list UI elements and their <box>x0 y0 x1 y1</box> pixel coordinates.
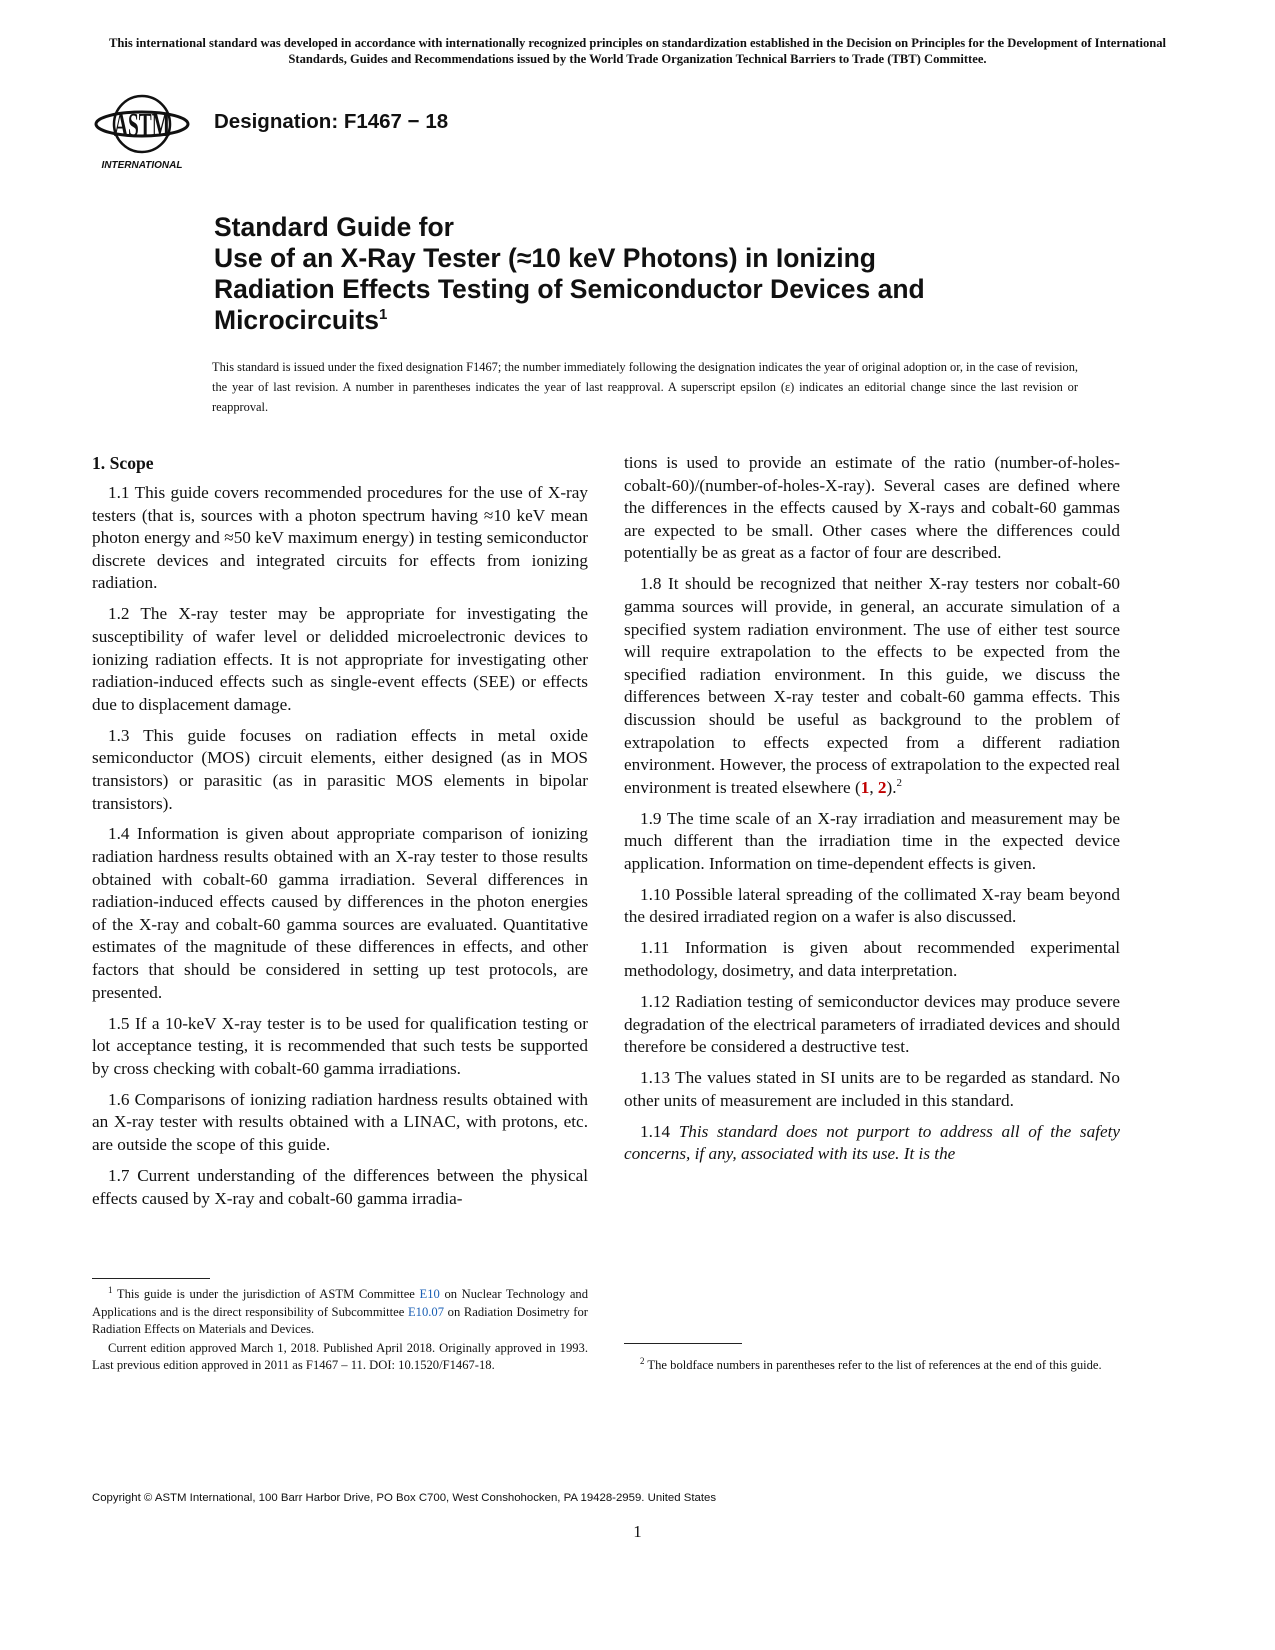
astm-logo-subtitle: INTERNATIONAL <box>101 160 183 171</box>
reference-link-2[interactable]: 2 <box>877 777 887 797</box>
title-line-2: Use of an X-Ray Tester (≈10 keV Photons) in Ionizing <box>214 243 876 273</box>
astm-logo-letters: ASTM <box>114 107 170 144</box>
para-1-1: 1.1 This guide covers recommended procedures for the use of X-ray testers (that is, sources with a photon spectrum having ≈10 keV mean photon energy and ≈50 keV maximum energy) in testing semiconductor discrete devices and integrated circuits for effects from ionizing radiation. <box>92 483 588 593</box>
para-1-6: 1.6 Comparisons of ionizing radiation hardness results obtained with an X-ray tester with results obtained with a LINAC, with protons, etc. are outside the scope of this guide. <box>92 1089 588 1154</box>
para-1-14: 1.14 This standard does not purport to address all of the safety concerns, if any, associated with its use. It is the <box>624 1121 1120 1164</box>
link-committee-e10[interactable]: E10 <box>419 1287 440 1301</box>
astm-logo-mark <box>92 92 192 174</box>
para-1-5: 1.5 If a 10-keV X-ray tester is to be used for qualification testing or lot acceptance testing, it is recommended that such tests be supported by cross checking with cobalt-60 gamma irradiations. <box>92 1013 588 1078</box>
para-1-3: 1.3 This guide focuses on radiation effects in metal oxide semiconductor (MOS) circuit elements, either designed (as in MOS transistors) or parasitic (as in parasitic MOS elements in bipolar transistors). <box>92 725 588 813</box>
footnotes-right <box>624 1357 1120 1376</box>
document-title <box>214 212 1054 336</box>
title-line-3: Radiation Effects Testing of Semiconductor Devices and <box>214 274 925 304</box>
title-line-4: Microcircuits$^1$ <box>214 305 388 335</box>
footnote-1: $^1$ This guide is under the jurisdiction of ASTM Committee E10 on Nuclear Technology and Applications and is the direct responsibility of Subcommittee E10.07 on Radiation Dosimetry for Radiation Effects on Materials and Devices. <box>92 1285 589 1337</box>
para-1-12: 1.12 Radiation testing of semiconductor devices may produce severe degradation of the electrical parameters of irradiated devices and should therefore be considered a destructive test. <box>624 992 1120 1057</box>
footnote-mark-2: 2 <box>896 776 903 789</box>
wto-notice: This international standard was developed in accordance with internationally recognized principles on standardization established in the Decision on Principles for the Development of International Standards, Guides and Recommendations issued by the World Trade Organization Technical Barriers to Trade (TBT) Committee. <box>108 36 1167 66</box>
footnote-rule-left <box>92 1278 210 1279</box>
reference-link-1[interactable]: 1 <box>860 777 870 797</box>
astm-logo <box>92 92 192 174</box>
right-column <box>624 452 1120 1174</box>
title-line-1: Standard Guide for <box>214 212 454 242</box>
para-1-7-start: 1.7 Current understanding of the differences between the physical effects caused by X-ray and cobalt-60 gamma irradia- <box>92 1165 588 1208</box>
footnote-1-edition: Current edition approved March 1, 2018. Published April 2018. Originally approved in 1993. Last previous edition approved in 2011 as F1467 – 11. DOI: 10.1520/F1467-18. <box>92 1340 588 1373</box>
issue-note: This standard is issued under the fixed designation F1467; the number immediately following the designation indicates the year of original adoption or, in the case of revision, the year of last revision. A number in parentheses indicates the year of last reapproval. A superscript epsilon (ε) indicates an editorial change since the last revision or reapproval. <box>212 360 1078 414</box>
para-1-2: 1.2 The X-ray tester may be appropriate for investigating the susceptibility of wafer level or delidded microelectronic devices to ionizing radiation effects. It is not appropriate for investigating other radiation-induced effects such as single-event effects (SEE) or effects due to displacement damage. <box>92 604 588 714</box>
para-1-13: 1.13 The values stated in SI units are to be regarded as standard. No other units of measurement are included in this standard. <box>624 1068 1120 1110</box>
footnote-rule-right <box>624 1343 742 1344</box>
para-1-11: 1.11 Information is given about recommended experimental methodology, dosimetry, and data interpretation. <box>624 938 1120 981</box>
designation: Designation: F1467 − 18 <box>214 110 449 133</box>
footnote-2: $^2$ The boldface numbers in parentheses refer to the list of references at the end of this guide. <box>640 1356 1102 1372</box>
footnotes-left <box>92 1286 588 1376</box>
para-1-7-continued: tions is used to provide an estimate of the ratio (number-of-holes-cobalt-60)/(number-of-holes-X-ray). Several cases are defined where the differences in the effects caused by X-rays and cobalt-60 gammas are expected to be small. Other cases where the differences could potentially be as great as a factor of four are described. <box>624 453 1120 563</box>
para-1-9: 1.9 The time scale of an X-ray irradiation and measurement may be much different than the irradiation time in the expected device application. Information on time-dependent effects is given. <box>624 808 1120 873</box>
para-1-8: 1.8 It should be recognized that neither X-ray testers nor cobalt-60 gamma sources will provide, in general, an accurate simulation of a specified system radiation environment. The use of either test source will require extrapolation to the effects to be expected from the specified radiation environment. In this guide, we discuss the differences between X-ray tester and cobalt-60 gamma effects. This discussion should be useful as background to the problem of extrapolation to effects expected from a different radiation environment. However, the process of extrapolation to the expected real environment is treated elsewhere (1, 2).$^2$ <box>624 574 1120 797</box>
page-number: 1 <box>633 1522 642 1541</box>
copyright-notice: Copyright © ASTM International, 100 Barr Harbor Drive, PO Box C700, West Conshohocken, PA 19428-2959. United States <box>92 1492 717 1504</box>
left-column <box>92 452 588 1219</box>
para-1-4: 1.4 Information is given about appropriate comparison of ionizing radiation hardness results obtained with an X-ray tester to those results obtained with cobalt-60 gamma irradiation. Several differences in radiation-induced effects caused by differences in the photon energies of the X-ray and cobalt-60 gamma sources are evaluated. Quantitative estimates of the magnitude of these differences in effects, and other factors that should be considered in setting up test protocols, are presented. <box>92 824 588 1002</box>
title-footnote-mark: 1 <box>378 306 388 323</box>
link-subcommittee-e10-07[interactable]: E10.07 <box>407 1304 444 1319</box>
para-1-10: 1.10 Possible lateral spreading of the collimated X-ray beam beyond the desired irradiated region on a wafer is also discussed. <box>624 884 1120 927</box>
section-heading-scope: 1. Scope <box>92 453 154 473</box>
